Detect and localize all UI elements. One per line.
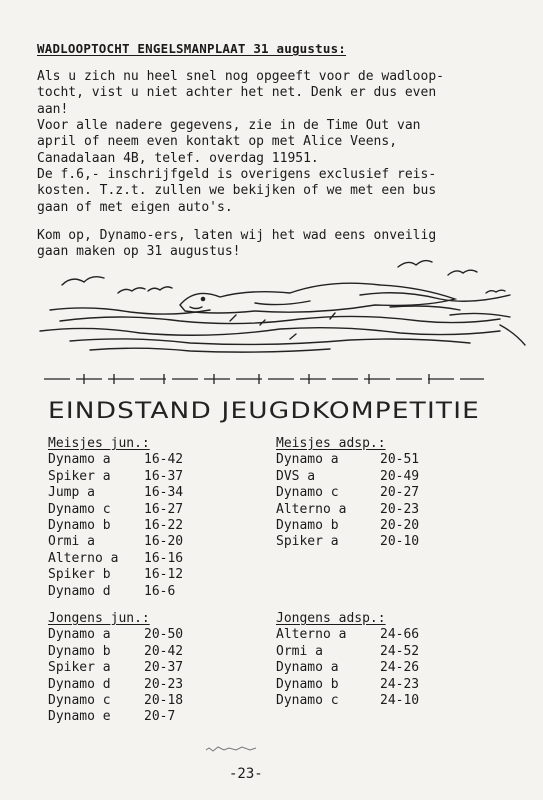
team-name: Dynamo d	[48, 583, 111, 599]
team-name: Dynamo b	[48, 643, 111, 659]
table-row	[48, 709, 183, 725]
table-row	[276, 452, 419, 468]
table-row	[48, 660, 183, 676]
team-score: 24-23	[380, 676, 420, 692]
table-row	[276, 693, 419, 709]
team-name: Spiker a	[48, 468, 111, 484]
team-score: 16-20	[144, 534, 184, 550]
table-row	[276, 644, 419, 660]
table-row	[48, 452, 183, 468]
team-score: 16-16	[144, 550, 184, 566]
team-name: Dynamo c	[48, 693, 111, 709]
group-title: Meisjes jun.:	[48, 436, 150, 451]
table-row	[48, 584, 183, 600]
table-row	[276, 627, 419, 643]
team-score: 24-66	[380, 627, 420, 643]
table-row	[48, 677, 183, 693]
team-name: Alterno a	[48, 550, 119, 566]
team-name: Dynamo a	[276, 660, 339, 676]
team-score: 16-12	[144, 567, 184, 583]
team-name: Dynamo b	[276, 676, 339, 692]
team-score: 20-23	[380, 501, 420, 517]
table-row	[276, 502, 419, 518]
table-row	[276, 660, 419, 676]
paragraph-contact: Voor alle nadere gegevens, zie in de Time Out van april of neem even kontakt op met Alice Veens, Canadalaan 4B, telef. overdag 11951.	[37, 118, 421, 166]
team-name: Dynamo c	[276, 693, 339, 709]
group-meisjes-jun	[48, 436, 183, 600]
standings-title-text: EINDSTAND JEUGDKOMPETITIE	[48, 399, 480, 424]
table-row	[48, 567, 183, 583]
team-name: Dynamo d	[48, 676, 111, 692]
team-name: Dynamo c	[48, 501, 111, 517]
team-score: 16-42	[144, 452, 184, 468]
team-score: 20-27	[380, 485, 420, 501]
team-score: 20-20	[380, 518, 420, 534]
group-title: Jongens adsp.:	[276, 611, 386, 626]
team-name: Spiker b	[48, 567, 111, 583]
seal-illustration	[30, 255, 535, 360]
group-title: Jongens jun.:	[48, 611, 150, 626]
table-row	[48, 485, 183, 501]
team-score: 20-51	[380, 452, 420, 468]
group-meisjes-adsp	[276, 436, 419, 551]
table-row	[48, 469, 183, 485]
paragraph-signup: Als u zich nu heel snel nog opgeeft voor de wadloop- tocht, vist u niet achter het net. Denk er dus even aan!	[37, 69, 444, 117]
group-title: Meisjes adsp.:	[276, 436, 386, 451]
team-score: 24-26	[380, 660, 420, 676]
team-name: Alterno a	[276, 501, 347, 517]
table-row	[48, 644, 183, 660]
team-name: Ormi a	[276, 643, 323, 659]
team-score: 20-42	[144, 643, 184, 659]
group-jongens-jun	[48, 611, 183, 726]
ink-smudge	[204, 742, 274, 756]
table-row	[48, 627, 183, 643]
team-score: 20-50	[144, 627, 184, 643]
table-row	[276, 469, 419, 485]
team-name: Spiker a	[48, 660, 111, 676]
article-heading: WADLOOPTOCHT ENGELSMANPLAAT 31 augustus:	[37, 41, 347, 56]
team-name: Dynamo e	[48, 709, 111, 725]
table-row	[48, 693, 183, 709]
paragraph-fee: De f.6,- inschrijfgeld is overigens exclusief reis- kosten. T.z.t. zullen we bekijken of we met een bus gaan of met eigen auto's.	[37, 167, 437, 215]
team-score: 20-37	[144, 660, 184, 676]
team-name: Alterno a	[276, 627, 347, 643]
table-row	[48, 502, 183, 518]
team-score: 16-37	[144, 468, 184, 484]
team-score: 20-7	[144, 709, 176, 725]
team-score: 20-10	[380, 534, 420, 550]
team-score: 16-22	[144, 518, 184, 534]
team-name: Spiker a	[276, 534, 339, 550]
team-score: 20-49	[380, 468, 420, 484]
team-name: Dynamo b	[48, 518, 111, 534]
team-name: DVS a	[276, 468, 316, 484]
team-score: 16-6	[144, 583, 176, 599]
team-name: Ormi a	[48, 534, 95, 550]
team-score: 16-27	[144, 501, 184, 517]
team-name: Dynamo a	[276, 452, 339, 468]
table-row	[276, 677, 419, 693]
section-divider	[44, 372, 484, 386]
page-number: -23-	[229, 766, 263, 782]
team-name: Dynamo c	[276, 485, 339, 501]
group-jongens-adsp	[276, 611, 419, 709]
team-score: 24-10	[380, 693, 420, 709]
table-row	[276, 518, 419, 534]
table-row	[276, 534, 419, 550]
team-name: Dynamo b	[276, 518, 339, 534]
table-row	[48, 551, 183, 567]
paragraph-call-to-action: Kom op, Dynamo-ers, laten wij het wad eens onveilig gaan maken op 31 augustus!	[37, 228, 437, 260]
team-score: 20-18	[144, 693, 184, 709]
team-name: Dynamo a	[48, 627, 111, 643]
standings-title	[48, 392, 488, 426]
team-score: 16-34	[144, 485, 184, 501]
team-name: Jump a	[48, 485, 95, 501]
team-name: Dynamo a	[48, 452, 111, 468]
table-row	[276, 485, 419, 501]
table-row	[48, 534, 183, 550]
table-row	[48, 518, 183, 534]
team-score: 24-52	[380, 643, 420, 659]
team-score: 20-23	[144, 676, 184, 692]
